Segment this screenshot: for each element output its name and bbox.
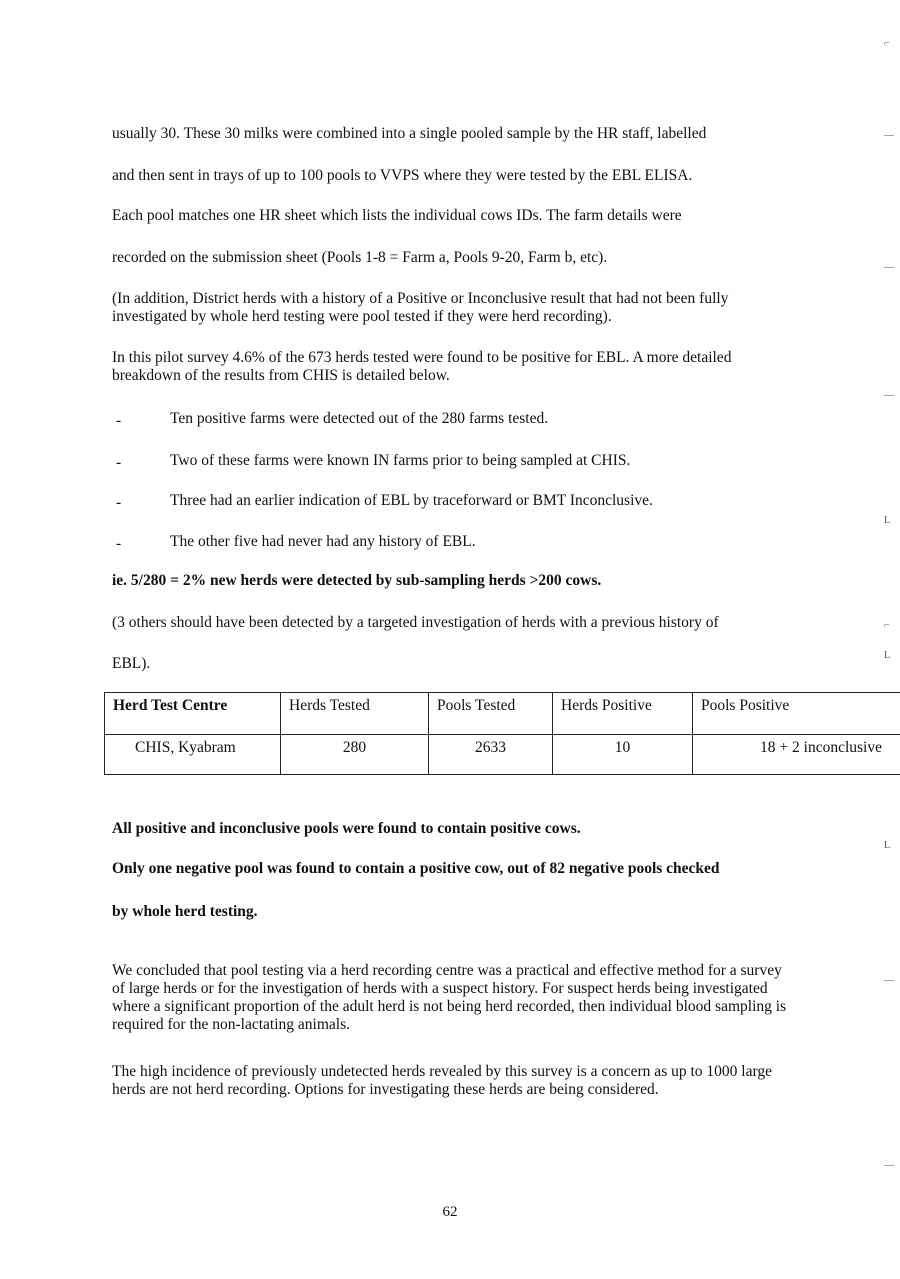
conclusion-text: ie. 5/280 = 2% new herds were detected by sub-sampling herds >200 cows. <box>112 572 602 589</box>
results-table <box>104 692 900 775</box>
paragraph-line: recorded on the submission sheet (Pools 1-8 = Farm a, Pools 9-20, Farm b, etc). <box>112 249 608 266</box>
finding-statement: Only one negative pool was found to contain a positive cow, out of 82 negative pools checked <box>112 860 720 877</box>
bullet-item: Two of these farms were known IN farms prior to being sampled at CHIS. <box>170 452 631 469</box>
paragraph-line: usually 30. These 30 milks were combined into a single pooled sample by the HR staff, labelled <box>112 125 707 142</box>
table-cell: 18 + 2 inconclusive <box>693 735 900 775</box>
bullet-marker: - <box>116 412 122 429</box>
finding-statement: All positive and inconclusive pools were found to contain positive cows. <box>112 820 581 837</box>
bullet-marker: - <box>116 494 122 511</box>
bullet-marker: - <box>116 535 122 552</box>
table-header-cell: Pools Tested <box>429 693 553 735</box>
table-cell: 280 <box>281 735 429 775</box>
paragraph-line: and then sent in trays of up to 100 pools to VVPS where they were tested by the EBL ELISA. <box>112 167 693 184</box>
table-cell: 2633 <box>429 735 553 775</box>
bullet-marker: - <box>116 454 122 471</box>
table-header-cell: Herd Test Centre <box>105 693 281 735</box>
table-row <box>105 735 900 775</box>
paragraph-conclusion-method: We concluded that pool testing via a herd recording centre was a practical and effective method for a survey of large herds or for the investigation of herds with a suspect history. For suspect herds being investigated where a significant proportion of the adult herd is not being herd recorded, then individual blood sampling is required for the non-lactating animals. <box>112 962 787 1033</box>
scan-edge-artifacts: ⌐ — — — L ⌐ L L — — <box>884 38 894 1171</box>
table-header-cell: Pools Positive <box>693 693 900 735</box>
finding-statement: by whole herd testing. <box>112 903 258 920</box>
table-header-row <box>105 693 900 735</box>
page-number: 62 <box>442 1204 458 1220</box>
table-header-cell: Herds Positive <box>553 693 693 735</box>
paragraph-conclusion <box>112 572 802 590</box>
paragraph-line: EBL). <box>112 655 151 672</box>
paragraph-note: (In addition, District herds with a history of a Positive or Inconclusive result that had not been fully investigated by whole herd testing were pool tested if they were herd recording). <box>112 290 729 325</box>
bullet-item: Three had an earlier indication of EBL by traceforward or BMT Inconclusive. <box>170 492 653 509</box>
paragraph-line: (3 others should have been detected by a targeted investigation of herds with a previous history of <box>112 614 719 631</box>
table-cell: CHIS, Kyabram <box>105 735 281 775</box>
paragraph-line: Each pool matches one HR sheet which lists the individual cows IDs. The farm details were <box>112 207 682 224</box>
table-header-cell: Herds Tested <box>281 693 429 735</box>
bullet-item: The other five had never had any history of EBL. <box>170 533 476 550</box>
paragraph-summary: In this pilot survey 4.6% of the 673 herds tested were found to be positive for EBL. A more detailed breakdown of the results from CHIS is detailed below. <box>112 349 732 384</box>
bullet-item: Ten positive farms were detected out of the 280 farms tested. <box>170 410 549 427</box>
paragraph-concern: The high incidence of previously undetected herds revealed by this survey is a concern as up to 1000 large herds are not herd recording. Options for investigating these herds are being considered. <box>112 1063 772 1098</box>
table-cell: 10 <box>553 735 693 775</box>
